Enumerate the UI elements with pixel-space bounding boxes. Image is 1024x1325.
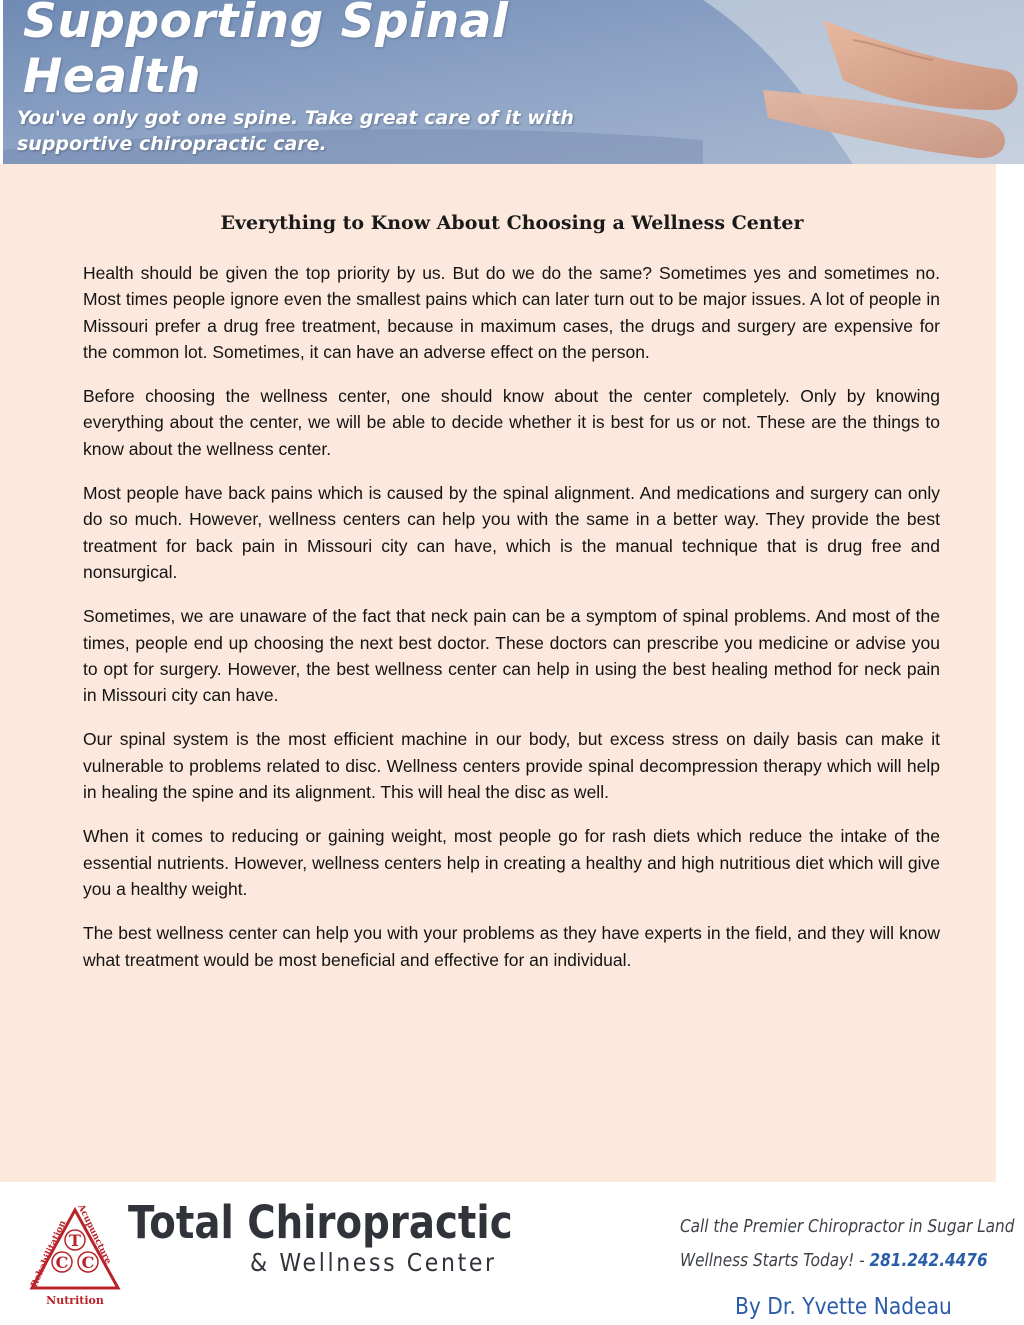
article-paragraph: The best wellness center can help you with your problems as they have experts in the field, and they will know what treatment would be most beneficial and effective for an individual. (83, 923, 940, 970)
article-paragraph: Most people have back pains which is caused by the spinal alignment. And medications and surgery can only do so much. However, wellness centers can help you with the same in a better way. They provide the best treatment for back pain in Missouri city can have, which is the manual technique that is drug free and nonsurgical. (83, 483, 940, 582)
banner-title (23, 0, 509, 104)
cta-line1: Call the Premier Chiropractor in Sugar Land (680, 1216, 1015, 1237)
logo-letter: C (55, 1253, 69, 1272)
article-paragraph: Our spinal system is the most efficient machine in our body, but excess stress on daily basis can make it vulnerable to problems related to disc. Wellness centers provide spinal decompression therapy which will help in healing the spine and its alignment. This will heal the disc as well. (83, 729, 940, 803)
banner-tagline-line1: You've only got one spine. Take great care of it with (17, 107, 574, 129)
article-title: Everything to Know About Choosing a Wellness Center (220, 212, 804, 234)
brand-subtitle: & Wellness Center (250, 1248, 497, 1277)
hero-banner (3, 0, 1024, 164)
banner-tagline-line2: supportive chiropractic care. (17, 133, 327, 155)
article-paragraph: Sometimes, we are unaware of the fact that neck pain can be a symptom of spinal problems. And most of the times, people end up choosing the next best doctor. These doctors can prescribe you medicine or advise you to opt for surgery. However, the best wellness center can help in using the best healing method for neck pain in Missouri city can have. (83, 606, 940, 706)
article-paragraph: Health should be given the top priority by us. But do we do the same? Sometimes yes and sometimes no. Most times people ignore even the smallest pains which can later turn out to be major issues. A lot of people in Missouri prefer a drug free treatment, because in maximum cases, the drugs and surgery are expensive for the common lot. Sometimes, it can have an adverse effect on the person. (83, 263, 940, 362)
article-body (83, 260, 940, 991)
phone-number[interactable]: 281.242.4476 (869, 1250, 988, 1271)
article-panel (0, 164, 996, 1182)
banner-title-line1: Supporting Spinal (23, 0, 509, 49)
logo-letter: C (81, 1253, 95, 1272)
logo-arc-right: Acupuncture (75, 1202, 113, 1266)
brand-name: Total Chiropractic (128, 1196, 513, 1249)
author-credit: By Dr. Yvette Nadeau (735, 1294, 952, 1320)
cta-line2: Wellness Starts Today! - (680, 1250, 870, 1271)
banner-tagline (17, 105, 817, 157)
logo-arc-bottom: Nutrition (46, 1294, 104, 1307)
call-to-action (680, 1210, 1015, 1278)
banner-title-line2: Health (23, 49, 201, 104)
logo-arc-left: Rehabilitation (29, 1219, 69, 1290)
logo-letter: T (69, 1231, 81, 1250)
tcc-logo (16, 1192, 134, 1310)
article-paragraph: When it comes to reducing or gaining weight, most people go for rash diets which reduce the intake of the essential nutrients. However, wellness centers help in creating a healthy and high nutritious diet which will give you a healthy weight. (83, 826, 940, 899)
footer-ad (0, 1182, 1024, 1325)
article-paragraph: Before choosing the wellness center, one should know about the center completely. Only by knowing everything about the center, we will be able to decide whether it is best for us or not. These are the things to know about the wellness center. (83, 386, 940, 459)
